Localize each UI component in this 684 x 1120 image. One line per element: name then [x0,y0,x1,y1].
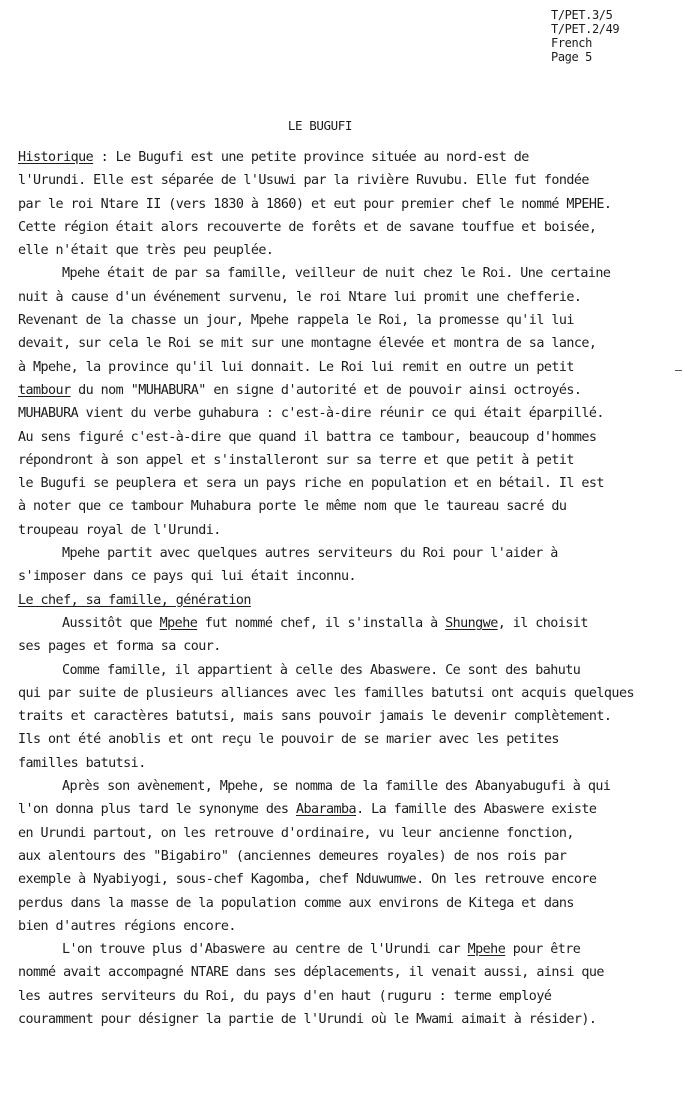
underlined-word: Shungwe [445,615,498,631]
underlined-word: Abaramba [295,802,357,818]
text-line: troupeau royal de l'Urundi. [18,522,221,538]
text-run: l'on donna plus tard le synonyme des [18,802,296,818]
text-line: Ils ont été anoblis et ont reçu le pouvoir de se marier avec les petites [18,732,559,748]
text-line: à Mpehe, la province qu'il lui donnait. Le Roi lui remit en outre un petit [18,359,574,375]
text-line: Comme famille, il appartient à celle des Abaswere. Ce sont des bahutu [62,662,581,678]
text-line: nommé avait accompagné NTARE dans ses déplacements, il venait aussi, ainsi que [18,965,604,981]
text-line: Mpehe partit avec quelques autres serviteurs du Roi pour l'aider à [62,546,558,562]
text-line: à noter que ce tambour Muhabura porte le même nom que le taureau sacré du [18,499,567,515]
text-run: L'on trouve plus d'Abaswere au centre de l'Urundi car [62,942,468,958]
text-line: perdus dans la masse de la population comme aux environs de Kitega et dans [18,895,574,911]
text-line: Au sens figuré c'est-à-dire que quand il battra ce tambour, beaucoup d'hommes [18,429,597,445]
text-line: MUHABURA vient du verbe guhabura : c'est-à-dire réunir ce qui était éparpillé. [18,406,604,422]
reference-code-2: T/PET.2/49 [551,22,620,36]
text-line: qui par suite de plusieurs alliances avec les familles batutsi ont acquis quelques [18,685,634,701]
text-line: l'Urundi. Elle est séparée de l'Usuwi par la rivière Ruvubu. Elle fut fondée [18,173,589,189]
text-line: aux alentours des "Bigabiro" (anciennes demeures royales) de nos rois par [18,848,567,864]
text-line: ses pages et forma sa cour. [18,639,221,655]
text-line: en Urundi partout, on les retrouve d'ordinaire, vu leur ancienne fonction, [18,825,574,841]
text-line: nuit à cause d'un événement survenu, le roi Ntare lui promit une chefferie. [18,289,582,305]
document-title: LE BUGUFI [287,118,353,133]
text-line: Revenant de la chasse un jour, Mpehe rappela le Roi, la promesse qu'il lui [18,313,574,329]
text-line [18,798,678,821]
text-run: pour être [505,942,581,958]
text-run: . La famille des Abaswere existe [356,802,597,818]
text-line [18,379,678,402]
text-line: Cette région était alors recouverte de forêts et de savane touffue et boisée, [18,219,597,235]
language-label: French [551,36,592,50]
underlined-word: Mpehe [467,942,506,958]
text-line [18,938,678,961]
text-line: Mpehe était de par sa famille, veilleur de nuit chez le Roi. Une certaine [62,266,611,282]
text-line: exemple à Nyabiyogi, sous-chef Kagomba, chef Nduwumwe. On les retrouve encore [18,872,597,888]
text-line: Après son avènement, Mpehe, se nomma de la famille des Abanyabugufi à qui [62,779,611,795]
text-line [18,589,678,612]
document-body [18,146,678,1031]
text-line: les autres serviteurs du Roi, du pays d'en haut (ruguru : terme employé [18,988,552,1004]
text-run: fut nommé chef, il s'installa à [197,615,446,631]
text-line: par le roi Ntare II (vers 1830 à 1860) et eut pour premier chef le nommé MPEHE. [18,196,612,212]
text-line: s'imposer dans ce pays qui lui était inconnu. [18,569,357,585]
reference-header [551,8,619,64]
text-line: elle n'était que très peu peuplée. [18,243,274,259]
text-run: , il choisit [497,615,588,631]
text-line [18,612,678,635]
text-line: familles batutsi. [18,755,146,771]
text-line: bien d'autres régions encore. [18,918,236,934]
text-line [18,146,678,169]
underlined-word: tambour [18,382,71,398]
text-line: le Bugufi se peuplera et sera un pays riche en population et en bétail. Il est [18,476,604,492]
text-line: répondront à son appel et s'installeront sur sa terre et que petit à petit [18,452,574,468]
section-heading-chef: Le chef, sa famille, génération [18,592,251,608]
reference-code-1: T/PET.3/5 [551,8,613,22]
text-run: : Le Bugufi est une petite province située au nord-est de [93,150,529,165]
underlined-word: Mpehe [159,615,198,631]
text-line: devait, sur cela le Roi se mit sur une montagne élevée et montra de sa lance, [18,336,597,352]
section-heading-historique: Historique [18,150,94,165]
text-line: traits et caractères batutsi, mais sans pouvoir jamais le devenir complètement. [18,709,612,725]
text-run: du nom "MUHABURA" en signe d'autorité et de pouvoir ainsi octroyés. [70,382,582,398]
text-run: Aussitôt que [62,615,160,631]
text-line: couramment pour désigner la partie de l'Urundi où le Mwami aimait à résider). [18,1011,597,1027]
margin-mark [675,370,682,371]
page-number: Page 5 [551,50,592,64]
